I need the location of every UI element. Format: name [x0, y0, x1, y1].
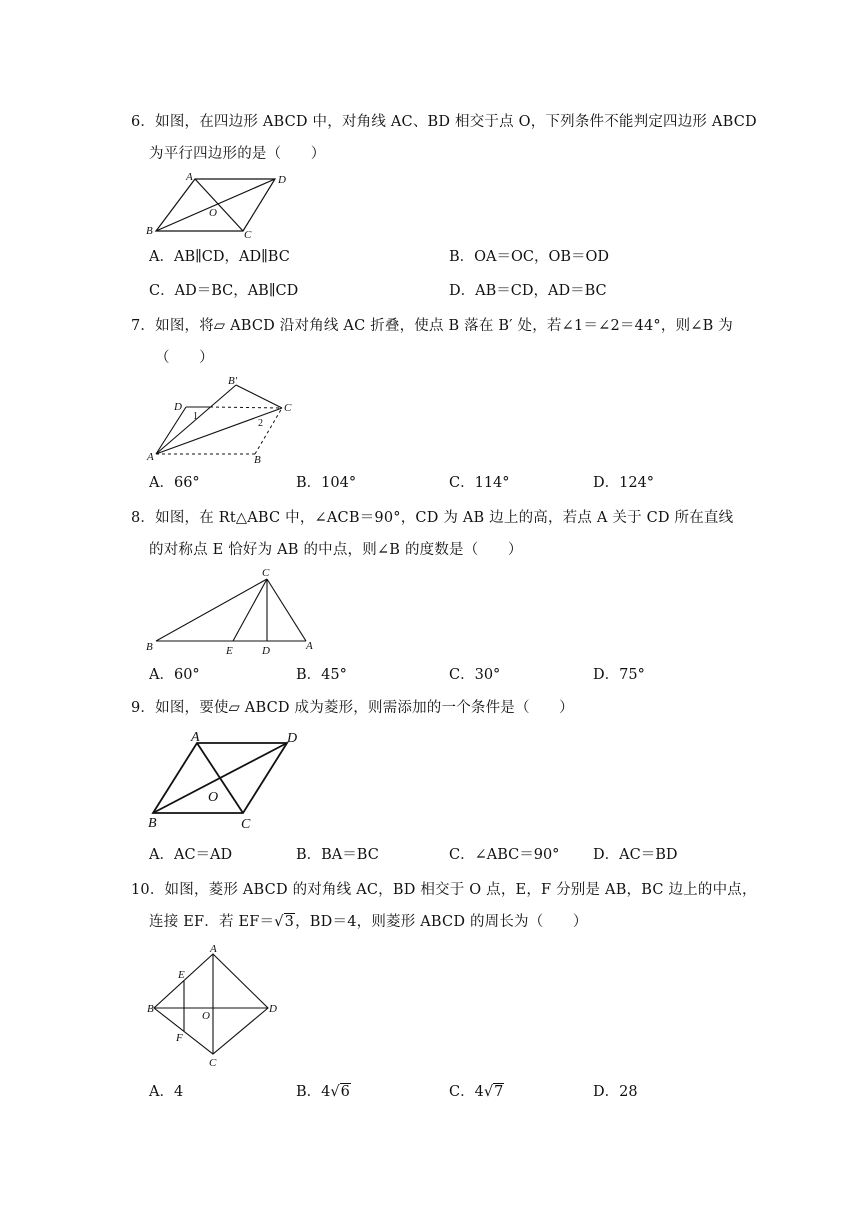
q8-option-d[interactable]: D．75° [593, 667, 645, 683]
q8-line1: 8．如图，在 Rt△ABC 中，∠ACB＝90°，CD 为 AB 边上的高，若点 A 关于 CD 所在直线 [131, 510, 734, 526]
q8-label-b: B [146, 641, 153, 653]
q9-option-a[interactable]: A．AC＝AD [149, 847, 233, 863]
q10-option-c[interactable] [449, 1082, 504, 1102]
sqrt3-radical: √3 [274, 914, 295, 930]
q9-option-d[interactable]: D．AC＝BD [593, 847, 678, 863]
sqrt6-value: 6 [340, 1084, 350, 1100]
q10-label-d: D [269, 1003, 277, 1015]
q8-label-a: A [306, 640, 313, 652]
q7-label-bprime: B' [228, 375, 238, 387]
q6-label-a: A [186, 171, 193, 183]
q7-label-angle2: 2 [258, 418, 263, 429]
q9-label-c: C [241, 817, 251, 832]
q9-rhombus-figure [140, 724, 315, 834]
q7-label-angle1: 1 [193, 411, 198, 422]
q6-option-a[interactable]: A．AB∥CD，AD∥BC [149, 249, 290, 265]
q6-label-b: B [146, 225, 153, 237]
q10-label-o: O [202, 1010, 210, 1022]
q7-option-a[interactable]: A．66° [149, 475, 200, 491]
q7-option-b[interactable]: B．104° [296, 475, 357, 491]
q10-line2-suffix: ，BD＝4，则菱形 ABCD 的周长为（ ） [295, 914, 588, 930]
q9-option-c[interactable]: C．∠ABC＝90° [449, 847, 560, 863]
q6-label-c: C [244, 229, 252, 238]
q10-rhombus-figure [140, 940, 290, 1070]
q8-line2: 的对称点 E 恰好为 AB 的中点，则∠B 的度数是（ ） [149, 542, 523, 558]
q9-label-o: O [208, 790, 219, 805]
q8-label-d: D [262, 645, 270, 657]
q6-line2: 为平行四边形的是（ ） [149, 146, 326, 162]
q6-parallelogram-figure [140, 168, 310, 238]
q6-label-d: D [278, 174, 286, 186]
q9-line1: 9．如图，要使▱ ABCD 成为菱形，则需添加的一个条件是（ ） [131, 700, 574, 716]
q6-option-d[interactable]: D．AB＝CD，AD＝BC [449, 283, 607, 299]
q6-option-c[interactable]: C．AD＝BC，AB∥CD [149, 283, 299, 299]
q9-label-a: A [191, 730, 200, 745]
q8-label-c: C [262, 567, 270, 579]
q8-option-b[interactable]: B．45° [296, 667, 347, 683]
q10-option-d[interactable]: D．28 [593, 1084, 638, 1100]
sqrt3-value: 3 [284, 914, 295, 930]
q10-line1: 10．如图，菱形 ABCD 的对角线 AC，BD 相交于 O 点，E，F 分别是 AB，BC 边上的中点， [131, 882, 757, 898]
q7-label-c: C [284, 402, 292, 414]
q10-option-c-prefix: C．4 [449, 1084, 484, 1100]
q10-label-c: C [209, 1057, 217, 1069]
sqrt6-radical: √6 [330, 1084, 350, 1100]
q8-option-c[interactable]: C．30° [449, 667, 501, 683]
q8-triangle-figure [140, 564, 325, 658]
q7-option-c[interactable]: C．114° [449, 475, 510, 491]
q6-option-b[interactable]: B．OA＝OC，OB＝OD [449, 249, 610, 265]
q10-option-b[interactable] [296, 1082, 351, 1102]
q10-line2 [149, 912, 588, 932]
q8-option-a[interactable]: A．60° [149, 667, 200, 683]
q9-label-d: D [287, 731, 298, 746]
q10-label-a: A [210, 943, 217, 955]
sqrt7-value: 7 [494, 1084, 504, 1100]
q7-fold-figure [140, 372, 310, 468]
q6-line1: 6．如图，在四边形 ABCD 中，对角线 AC、BD 相交于点 O，下列条件不能判定四边形 ABCD [131, 114, 757, 130]
q7-label-a: A [147, 451, 154, 463]
q10-label-e: E [178, 969, 185, 981]
q9-label-b: B [148, 816, 157, 831]
q10-option-b-prefix: B．4 [296, 1084, 331, 1100]
q10-option-a[interactable]: A．4 [149, 1084, 184, 1100]
q8-label-e: E [226, 645, 233, 657]
sqrt7-radical: √7 [483, 1084, 504, 1100]
q7-label-d: D [174, 401, 182, 413]
q10-label-b: B [147, 1003, 154, 1015]
q7-option-d[interactable]: D．124° [593, 475, 655, 491]
q7-line1: 7．如图，将▱ ABCD 沿对角线 AC 折叠，使点 B 落在 B′ 处，若∠1＝∠2＝44°，则∠B 为 [131, 318, 733, 334]
q10-label-f: F [176, 1032, 183, 1044]
q9-option-b[interactable]: B．BA＝BC [296, 847, 379, 863]
q7-line2: （ ） [155, 350, 214, 366]
q10-line2-prefix: 连接 EF．若 EF＝ [149, 914, 275, 930]
q7-label-b: B [254, 454, 261, 466]
q6-label-o: O [209, 207, 217, 219]
